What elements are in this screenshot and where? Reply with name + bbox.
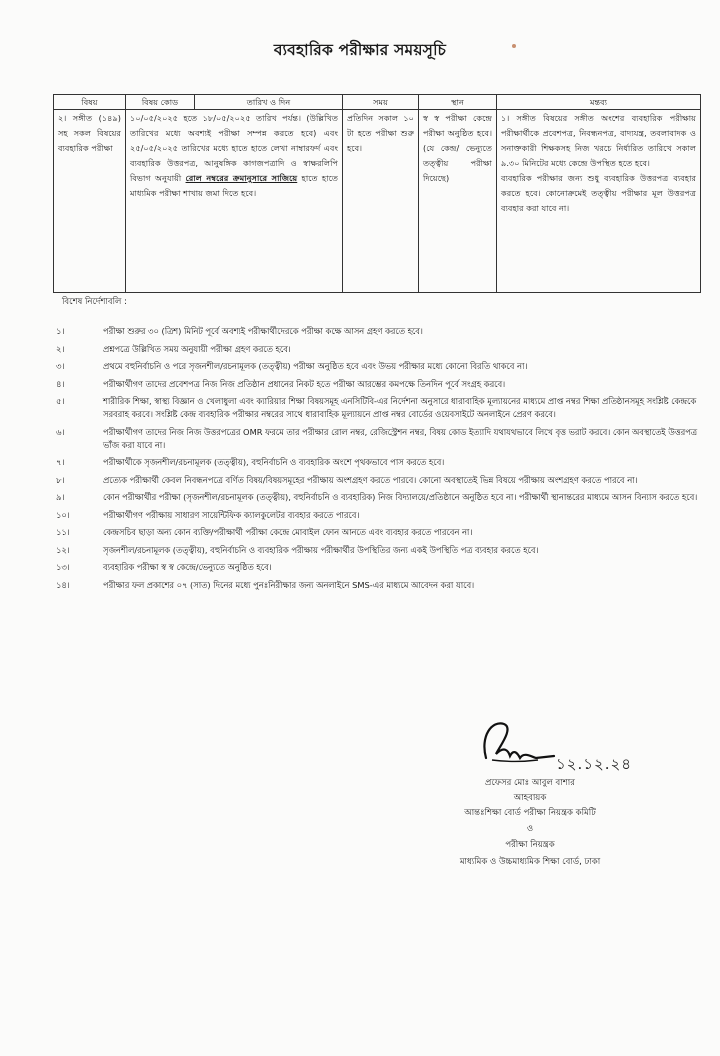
item-text: শারীরিক শিক্ষা, স্বাস্থ্য বিজ্ঞান ও খেলাধুলা এবং ক্যারিয়ার শিক্ষা বিষয়সমূহ এনসিটিবি-এর নির্দেশনা অনুসারে ধারাবাহিক মূল্যায়নের মাধ্যমে প্রাপ্ত নম্বর শিক্ষা প্রতিষ্ঠানসমূহ সংশ্লিষ্ট কেন্দ্রকে সরবরাহ করবে। সংশ্লিষ্ট কেন্দ্র ব্যবহারিক পরীক্ষার নম্বরের সাথে ধারাবাহিক মূল্যায়নে প্রাপ্ত নম্বর বোর্ডের ওয়েবসাইটে অনলাইনে প্রেরণ করবে। bbox=[103, 396, 697, 419]
list-item bbox=[56, 491, 700, 504]
signatory-role-convener: আহবায়ক bbox=[513, 793, 547, 803]
item-number: ১১। bbox=[56, 527, 70, 537]
item-text: কেন্দ্রসচিব ছাড়া অন্য কোন ব্যক্তি/পরীক্ষার্থী পরীক্ষা কেন্দ্রে মোবাইল ফোন আনতে এবং ব্যবহার করতে পারবেন না। bbox=[103, 527, 473, 537]
item-number: ১২। bbox=[56, 544, 70, 555]
item-text: প্রত্যেক পরীক্ষার্থী কেবল নিবন্ধনপত্রে বর্ণিত বিষয়/বিষয়সমূহের পরীক্ষায় অংশগ্রহণ করতে পারবে। কোনো অবস্থাতেই ভিন্ন বিষয়ে পরীক্ষায় অংশগ্রহণ করতে পারবে না। bbox=[103, 474, 638, 485]
item-text: পরীক্ষার ফল প্রকাশের ০৭ (সাত) দিনের মধ্যে পুনঃনিরীক্ষার জন্য অনলাইনে SMS-এর মাধ্যমে আবেদন করা যাবে। bbox=[103, 579, 475, 590]
special-instructions-heading: বিশেষ নির্দেশাবলি : bbox=[62, 297, 127, 307]
header-date: তারিখ ও দিন bbox=[195, 95, 343, 110]
cell-remarks bbox=[497, 110, 701, 293]
item-number: ৮। bbox=[56, 474, 65, 485]
item-number: ৯। bbox=[56, 492, 65, 502]
remark-2: ব্যবহারিক পরীক্ষার জন্য শুধু ব্যবহারিক উত্তরপত্র ব্যবহার করতে হবে। কোনোক্রমেই তত্ত্বীয় পরীক্ষার মূল উত্তরপত্র ব্যবহার করা যাবে না। bbox=[501, 173, 696, 213]
list-item bbox=[56, 474, 700, 487]
signatory-role-controller: পরীক্ষা নিয়ন্ত্রক bbox=[505, 840, 555, 850]
list-item bbox=[56, 561, 700, 574]
cell-subject: ২। সঙ্গীত (১৪৯) সহ সকল বিষয়ের ব্যবহারিক পরীক্ষা bbox=[54, 110, 126, 293]
item-text: পরীক্ষার্থীগণ তাদের প্রবেশপত্র নিজ নিজ প্রতিষ্ঠান প্রধানের নিকট হতে পরীক্ষা আরম্ভের কমপক্ষে তিনদিন পূর্বে সংগ্রহ করবে। bbox=[103, 378, 506, 389]
signatory-role-board: মাধ্যমিক ও উচ্চমাধ্যমিক শিক্ষা বোর্ড, ঢাকা bbox=[459, 857, 601, 867]
list-item bbox=[56, 579, 700, 592]
signatory-role-committee: আন্তঃশিক্ষা বোর্ড পরীক্ষা নিয়ন্ত্রক কমিটি bbox=[464, 808, 596, 818]
signatory-name: প্রফেসর মোঃ আবুল বাশার bbox=[485, 778, 575, 788]
item-number: ২। bbox=[56, 343, 65, 354]
item-text: ব্যবহারিক পরীক্ষা স্ব স্ব কেন্দ্রে/ভেন্যুতে অনুষ্ঠিত হবে। bbox=[103, 562, 272, 572]
date-text-1: ১০/০৫/২০২৫ হতে ১৮/০৫/২০২৫ তারিখ পর্যন্ত। (উল্লিখিত তারিখের মধ্যে অবশ্যই পরীক্ষা সম্পন্ন করতে হবে) এবং ২৫/০৫/২০২৫ তারিখের মধ্যে হাতে হাতে লেখা নাম্বারফর্দ এবং ব্যবহারিক উত্তরপত্র, আনুষঙ্গিক কাগজপত্রাদি ও স্বাক্ষরলিপি বিভাগ অনুযায়ী bbox=[130, 113, 338, 183]
header-time: সময় bbox=[343, 95, 419, 110]
list-item bbox=[56, 325, 700, 338]
list-item bbox=[56, 509, 700, 522]
list-item bbox=[56, 526, 700, 539]
date-text-bold: রোল নম্বরের ক্রমানুসারে সাজিয়ে bbox=[185, 173, 298, 183]
ink-dot bbox=[512, 44, 516, 48]
signature-scribble bbox=[478, 716, 558, 768]
signature-date: ১২.১২.২৪ bbox=[556, 755, 632, 773]
date-text-2: হাতে হাতে মাধ্যমিক পরীক্ষা শাখায় জমা দিতে হবে। bbox=[130, 173, 339, 198]
item-text: পরীক্ষার্থীগণ তাদের নিজ নিজ উত্তরপত্রের OMR ফরমে তার পরীক্ষার রোল নম্বর, রেজিস্ট্রেশন নম্বর, বিষয় কোড ইত্যাদি যথাযথভাবে লিখে বৃত্ত ভরাট করবে। কোন অবস্থাতেই উত্তরপত্র ভাঁজ করা যাবে না। bbox=[103, 426, 697, 450]
cell-place: স্ব স্ব পরীক্ষা কেন্দ্রে পরীক্ষা অনুষ্ঠিত হবে। (যে কেন্দ্র/ ভেন্যুতে তত্ত্বীয় পরীক্ষা দিয়েছে) bbox=[419, 110, 497, 293]
page-title: ব্যবহারিক পরীক্ষার সময়সূচি bbox=[273, 41, 447, 59]
item-text: প্রথমে বহুনির্বাচনি ও পরে সৃজনশীল/রচনামূলক (তত্ত্বীয়) পরীক্ষা অনুষ্ঠিত হবে এবং উভয় পরীক্ষার মধ্যে কোনো বিরতি থাকবে না। bbox=[103, 361, 528, 371]
header-subject-code: বিষয় কোড bbox=[126, 95, 195, 110]
list-item bbox=[56, 343, 700, 356]
item-text: কোন পরীক্ষার্থীর পরীক্ষা (সৃজনশীল/রচনামূলক (তত্ত্বীয়), বহুনির্বাচনি ও ব্যবহারিক) নিজ বিদ্যালয়ে/প্রতিষ্ঠানে অনুষ্ঠিত হবে না। পরীক্ষার্থী স্থানান্তরের মাধ্যমে আসন বিন্যাস করতে হবে। bbox=[103, 492, 698, 502]
item-number: ৬। bbox=[56, 426, 65, 437]
list-item bbox=[56, 378, 700, 391]
table-header-row bbox=[54, 95, 701, 110]
item-number: ১। bbox=[56, 326, 65, 336]
signature bbox=[478, 716, 558, 768]
item-number: ১৪। bbox=[56, 579, 70, 590]
item-number: ৫। bbox=[56, 396, 65, 406]
cell-date bbox=[126, 110, 343, 293]
list-item bbox=[56, 544, 700, 557]
item-number: ৪। bbox=[56, 378, 65, 389]
header-remarks: মন্তব্য bbox=[497, 95, 701, 110]
item-number: ৭। bbox=[56, 457, 65, 467]
cell-time: প্রতিদিন সকাল ১০ টা হতে পরীক্ষা শুরু হবে। bbox=[343, 110, 419, 293]
header-place: স্থান bbox=[419, 95, 497, 110]
list-item bbox=[56, 426, 700, 452]
item-text: পরীক্ষা শুরুর ৩০ (ত্রিশ) মিনিট পূর্বে অবশ্যই পরীক্ষার্থীদেরকে পরীক্ষা কক্ষে আসন গ্রহণ করতে হবে। bbox=[103, 326, 423, 336]
remark-1: ১। সঙ্গীত বিষয়ের সঙ্গীত অংশের ব্যবহারিক পরীক্ষায় পরীক্ষার্থীকে প্রবেশপত্র, নিবন্ধনপত্র, বাদ্যযন্ত্র, তবলাবাদক ও সনাক্তকারী শিক্ষকসহ নিজ খরচে নির্ধারিত তারিখে সকাল ৯.৩০ মিনিটের মধ্যে কেন্দ্রে উপস্থিত হতে হবে। bbox=[501, 113, 696, 168]
item-number: ১০। bbox=[56, 509, 70, 520]
item-text: প্রশ্নপত্রে উল্লিখিত সময় অনুযায়ী পরীক্ষা গ্রহণ করতে হবে। bbox=[103, 343, 291, 354]
item-text: সৃজনশীল/রচনামূলক (তত্ত্বীয়), বহুনির্বাচনি ও ব্যবহারিক পরীক্ষায় পরীক্ষার্থীর উপস্থিতির জন্য একই উপস্থিতি পত্র ব্যবহার করতে হবে। bbox=[103, 544, 539, 555]
header-subject: বিষয় bbox=[54, 95, 126, 110]
instructions-list bbox=[56, 325, 700, 596]
item-text: পরীক্ষার্থীগণ পরীক্ষায় সাধারণ সায়েন্টিফিক ক্যালকুলেটর ব্যবহার করতে পারবে। bbox=[103, 509, 360, 520]
item-number: ১৩। bbox=[56, 562, 70, 572]
item-text: পরীক্ষার্থীকে সৃজনশীল/রচনামূলক (তত্ত্বীয়), বহুনির্বাচনি ও ব্যবহারিক অংশে পৃথকভাবে পাস করতে হবে। bbox=[103, 457, 445, 467]
item-number: ৩। bbox=[56, 361, 65, 371]
signatory-and: ও bbox=[526, 824, 534, 834]
list-item bbox=[56, 395, 700, 421]
list-item bbox=[56, 456, 700, 469]
schedule-table bbox=[53, 94, 701, 293]
table-row bbox=[54, 110, 701, 293]
list-item bbox=[56, 360, 700, 373]
